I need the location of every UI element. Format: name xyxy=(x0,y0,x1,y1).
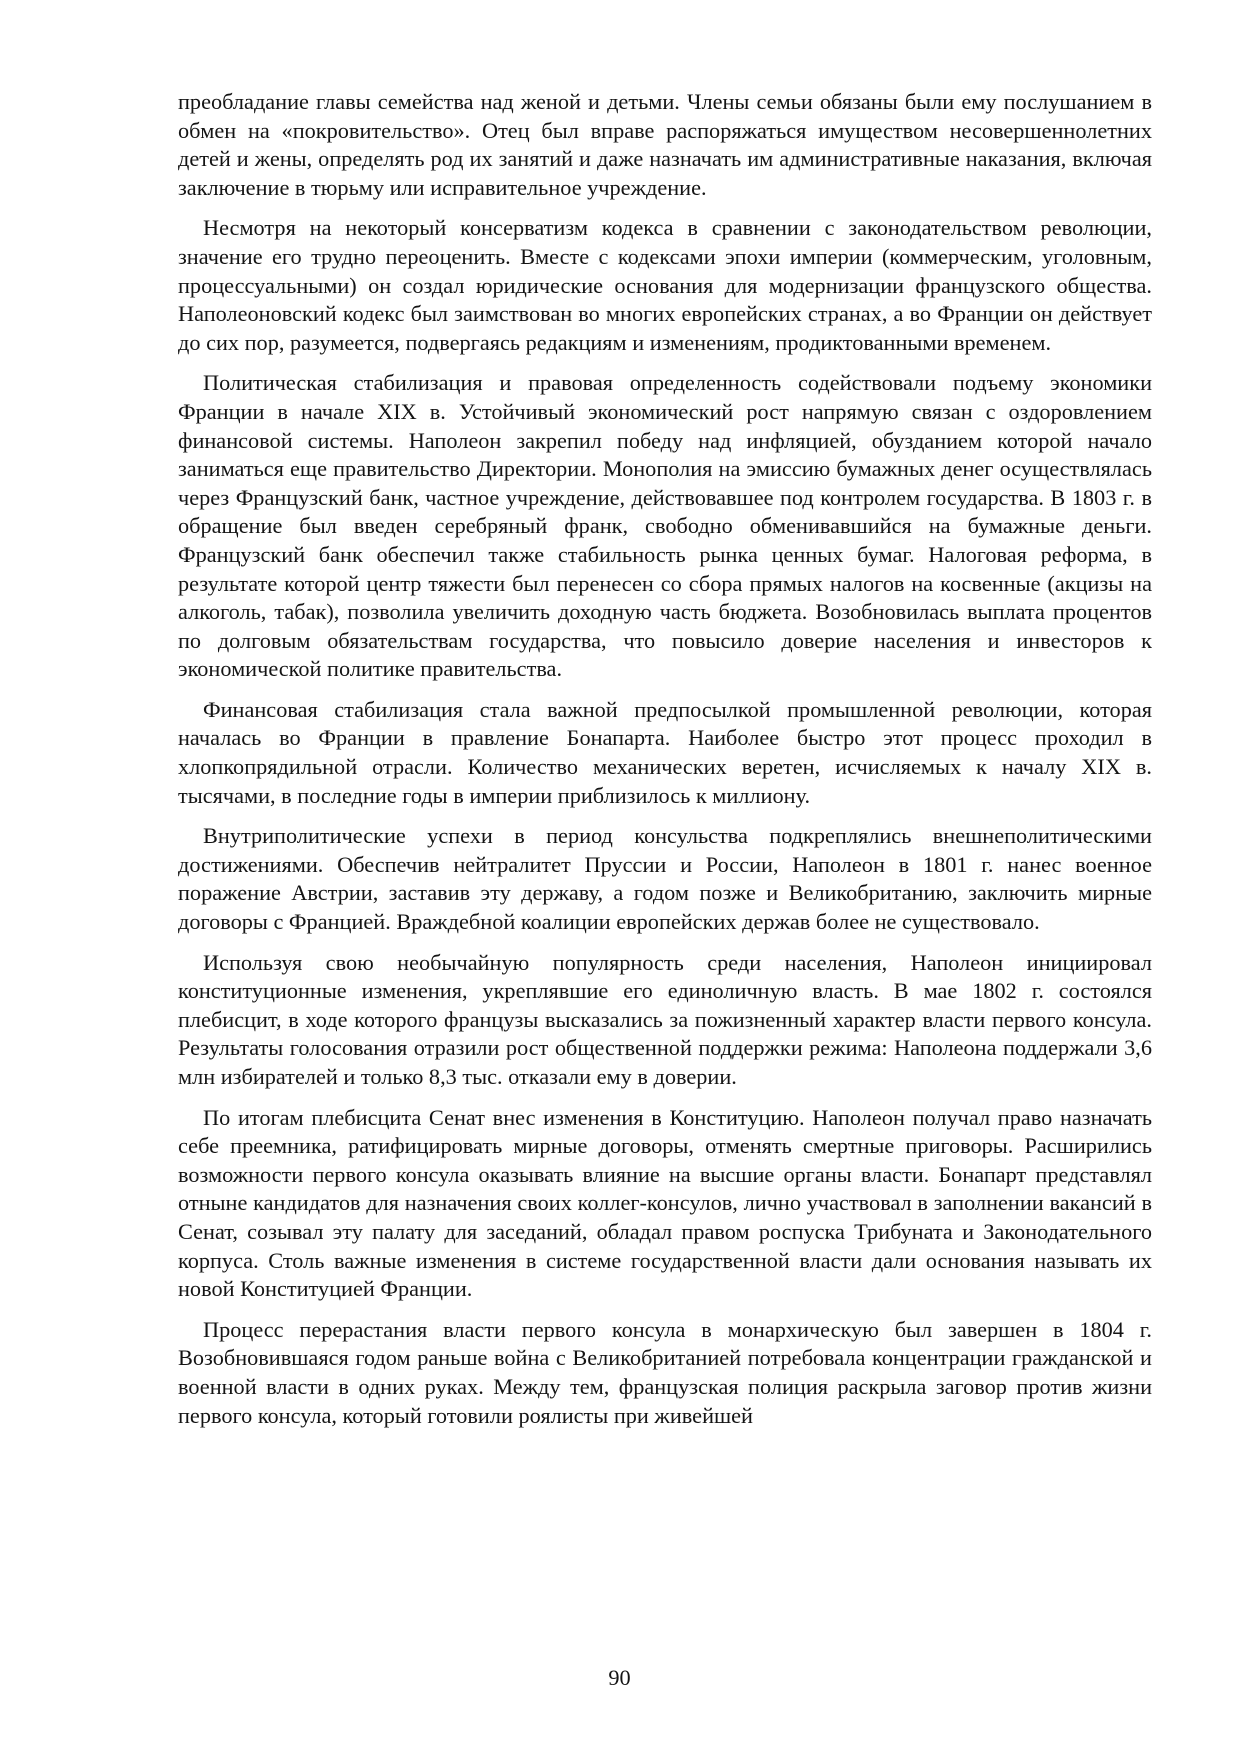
paragraph-5: Внутриполитические успехи в период консульства подкреплялись внешнеполитическими достижениями. Обеспечив нейтралитет Пруссии и России, Наполеон в 1801 г. нанес военное поражение Австрии, заставив эту державу, а годом позже и Великобританию, заключить мирные договоры с Францией. Враждебной коалиции европейских держав более не существовало. xyxy=(178,823,1152,935)
paragraph-4: Финансовая стабилизация стала важной предпосылкой промышленной революции, которая началась во Франции в правление Бонапарта. Наиболее быстро этот процесс проходил в хлопкопрядильной отрасли. Количество механических веретен, исчисляемых к началу XIX в. тысячами, в последние годы в империи приблизилось к миллиону. xyxy=(178,696,1152,808)
paragraph-3: Политическая стабилизация и правовая определенность содействовали подъему экономики Франции в начале XIX в. Устойчивый экономический рост напрямую связан с оздоровлением финансовой системы. Наполеон закрепил победу над инфляцией, обузданием которой начало заниматься еще правительство Директории. Монополия на эмиссию бумажных денег осуществлялась через Французский банк, частное учреждение, действовавшее под контролем государства. В 1803 г. в обращение был введен серебряный франк, свободно обменивавшийся на бумажные деньги. Французский банк обеспечил также стабильность рынка ценных бумаг. Налоговая реформа, в результате которой центр тяжести был перенесен со сбора прямых налогов на косвенные (акцизы на алкоголь, табак), позволила увеличить доходную часть бюджета. Возобновилась выплата процентов по долговым обязательствам государства, что повысило доверие населения и инвесторов к экономической политике правительства. xyxy=(178,370,1152,682)
paragraph-2: Несмотря на некоторый консерватизм кодекса в сравнении с законодательством революции, значение его трудно переоценить. Вместе с кодексами эпохи империи (коммерческим, уголовным, процессуальными) он создал юридические основания для модернизации французского общества. Наполеоновский кодекс был заимствован во многих европейских странах, а во Франции он действует до сих пор, разумеется, подвергаясь редакциям и изменениям, продиктованными временем. xyxy=(178,215,1152,355)
paragraph-6: Используя свою необычайную популярность среди населения, Наполеон инициировал конституционные изменения, укреплявшие его единоличную власть. В мае 1802 г. состоялся плебисцит, в ходе которого французы высказались за пожизненный характер власти первого консула. Результаты голосования отразили рост общественной поддержки режима: Наполеона поддержали 3,6 млн избирателей и только 8,3 тыс. отказали ему в доверии. xyxy=(178,949,1152,1089)
paragraph-8: Процесс перерастания власти первого консула в монархическую был завершен в 1804 г. Возобновившаяся годом раньше война с Великобританией потребовала концентрации гражданской и военной власти в одних руках. Между тем, французская полиция раскрыла заговор против жизни первого консула, который готовили роялисты при живейшей xyxy=(178,1316,1152,1428)
paragraph-7: По итогам плебисцита Сенат внес изменения в Конституцию. Наполеон получал право назначать себе преемника, ратифицировать мирные договоры, отменять смертные приговоры. Расширились возможности первого консула оказывать влияние на высшие органы власти. Бонапарт представлял отныне кандидатов для назначения своих коллег-консулов, лично участвовал в заполнении вакансий в Сенат, созывал эту палату для заседаний, обладал правом роспуска Трибуната и Законодательного корпуса. Столь важные изменения в системе государственной власти дали основания называть их новой Конституцией Франции. xyxy=(178,1104,1152,1302)
page-number: 90 xyxy=(608,1665,631,1690)
paragraph-1: преобладание главы семейства над женой и детьми. Члены семьи обязаны были ему послушанием в обмен на «покровительство». Отец был вправе распоряжаться имуществом несовершеннолетних детей и жены, определять род их занятий и даже назначать им административные наказания, включая заключение в тюрьму или исправительное учреждение. xyxy=(178,89,1152,200)
page-body xyxy=(178,88,1152,1442)
